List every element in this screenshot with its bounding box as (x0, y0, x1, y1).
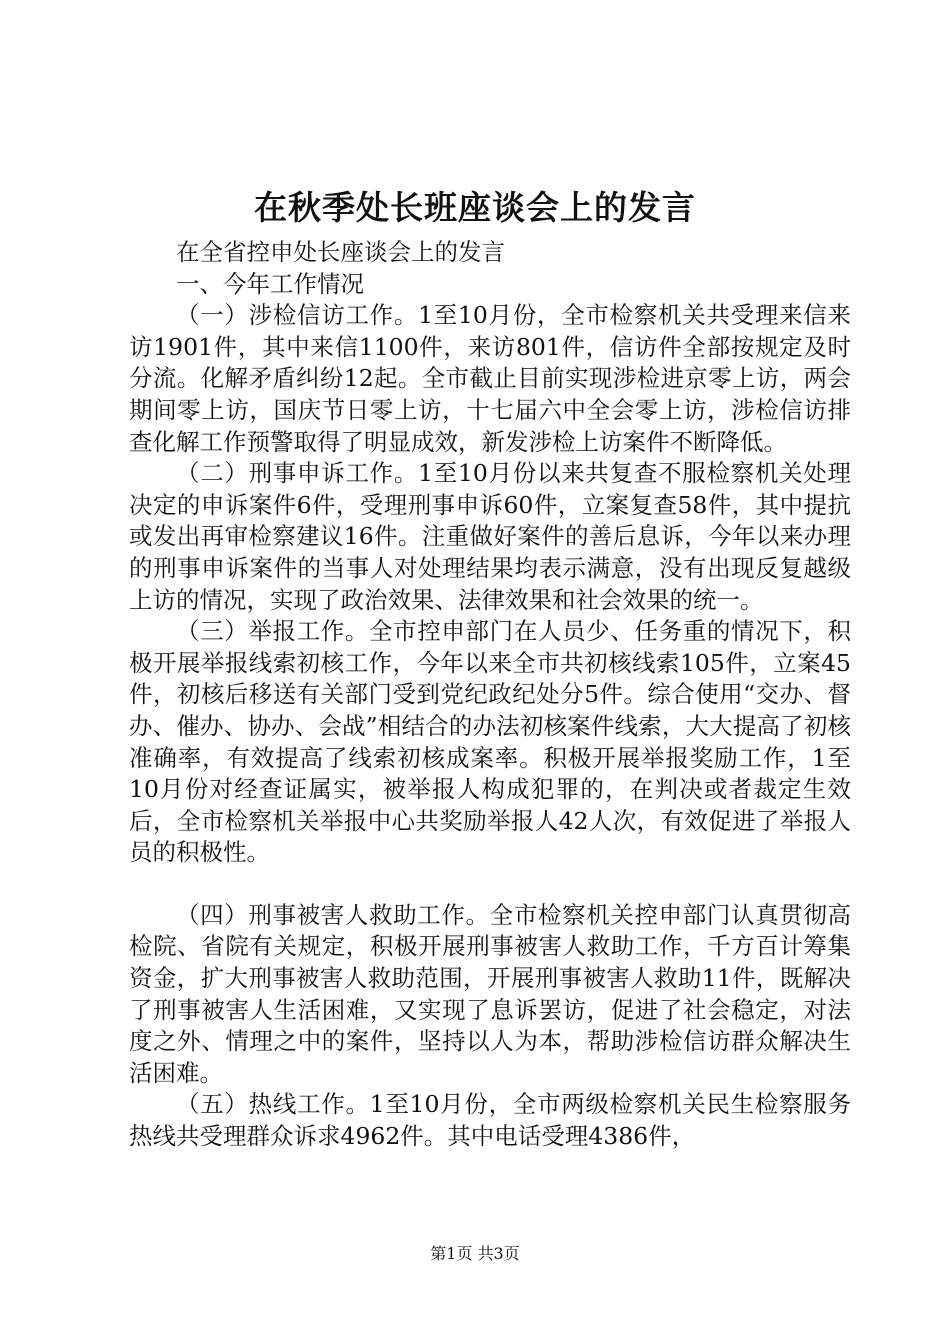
document-body (129, 237, 851, 1153)
paragraph-petition-work: （一）涉检信访工作。1至10月份，全市检察机关共受理来信来访1901件，其中来信1100件，来访801件，信访件全部按规定及时分流。化解矛盾纠纷12起。全市截止目前实现涉检进京零上访，两会期间零上访，国庆节日零上访，十七届六中全会零上访，涉检信访排查化解工作预警取得了明显成效，新发涉检上访案件不断降低。 (129, 301, 851, 456)
paragraph-reporting-work: （三）举报工作。全市控申部门在人员少、任务重的情况下，积极开展举报线索初核工作，今年以来全市共初核线索105件，立案45件，初核后移送有关部门受到党纪政纪处分5件。综合使用“交办、督办、催办、协办、会战”相结合的办法初核案件线索，大大提高了初核准确率，有效提高了线索初核成案率。积极开展举报奖励工作，1至10月份对经查证属实，被举报人构成犯罪的，在判决或者裁定生效后，全市检察机关举报中心共奖励举报人42人次，有效促进了举报人员的积极性。 (129, 617, 851, 867)
document-title: 在秋季处长班座谈会上的发言 (254, 188, 696, 227)
paragraph-victim-aid: （四）刑事被害人救助工作。全市检察机关控申部门认真贯彻高检院、省院有关规定，积极开展刑事被害人救助工作，千方百计筹集资金，扩大刑事被害人救助范围，开展刑事被害人救助11件，既解决了刑事被害人生活困难，又实现了息诉罢访，促进了社会稳定，对法度之外、情理之中的案件，坚持以人为本，帮助涉检信访群众解决生活困难。 (129, 900, 851, 1087)
page-footer: 第1页 共3页 (430, 1244, 520, 1263)
section-heading: 一、今年工作情况 (176, 269, 364, 298)
subtitle-paragraph: 在全省控申处长座谈会上的发言 (176, 238, 505, 266)
paragraph-hotline-work: （五）热线工作。1至10月份，全市两级检察机关民生检察服务热线共受理群众诉求4962件。其中电话受理4386件， (129, 1090, 851, 1151)
paragraph-criminal-appeal: （二）刑事申诉工作。1至10月份以来共复查不服检察机关处理决定的申诉案件6件，受理刑事申诉60件，立案复查58件，其中提抗或发出再审检察建议16件。注重做好案件的善后息诉，今年以来办理的刑事申诉案件的当事人对处理结果均表示满意，没有出现反复越级上访的情况，实现了政治效果、法律效果和社会效果的统一。 (129, 459, 851, 614)
